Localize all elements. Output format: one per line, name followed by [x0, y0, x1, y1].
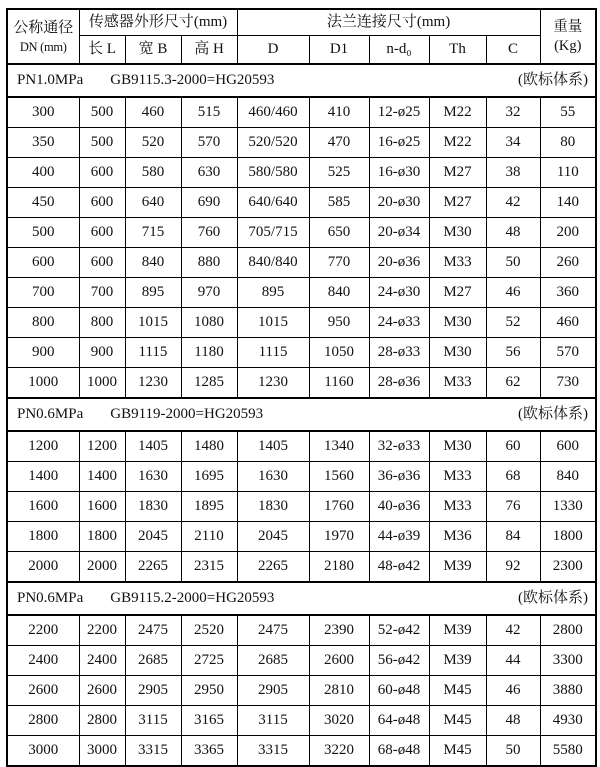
table-cell: 2400	[79, 646, 125, 676]
section-pressure-rating: PN0.6MPa	[17, 405, 84, 422]
table-cell: M39	[429, 646, 486, 676]
table-cell: 2400	[7, 646, 79, 676]
section-line	[8, 72, 595, 89]
table-cell: M33	[429, 248, 486, 278]
table-cell: 32	[486, 97, 540, 128]
table-cell: 360	[540, 278, 596, 308]
table-cell: 2300	[540, 552, 596, 583]
table-cell: 28-ø36	[369, 368, 429, 399]
table-cell: 600	[79, 158, 125, 188]
table-cell: 410	[309, 97, 369, 128]
table-cell: 84	[486, 522, 540, 552]
table-cell: 55	[540, 97, 596, 128]
table-cell: 1895	[181, 492, 237, 522]
table-cell: 2600	[309, 646, 369, 676]
table-cell: 2110	[181, 522, 237, 552]
table-cell: 1800	[7, 522, 79, 552]
table-cell: 1330	[540, 492, 596, 522]
table-row	[7, 188, 596, 218]
table-cell: 2000	[7, 552, 79, 583]
table-cell: 2950	[181, 676, 237, 706]
table-cell: 2315	[181, 552, 237, 583]
table-cell: 570	[181, 128, 237, 158]
header-width-b: 宽 B	[125, 36, 181, 65]
dimension-spec-table	[6, 8, 597, 767]
table-cell: 28-ø33	[369, 338, 429, 368]
header-weight-cn: 重量	[553, 18, 583, 35]
table-cell: 350	[7, 128, 79, 158]
table-cell: 2475	[237, 615, 309, 646]
table-cell: M45	[429, 706, 486, 736]
table-cell: 64-ø48	[369, 706, 429, 736]
section-standard-code: GB9119-2000=HG20593	[110, 405, 264, 422]
table-cell: 3220	[309, 736, 369, 767]
table-cell: 50	[486, 248, 540, 278]
table-cell: 630	[181, 158, 237, 188]
table-cell: M30	[429, 308, 486, 338]
table-row	[7, 492, 596, 522]
table-cell: 3020	[309, 706, 369, 736]
header-d1: D1	[309, 36, 369, 65]
table-cell: 3300	[540, 646, 596, 676]
table-cell: 950	[309, 308, 369, 338]
table-cell: 1115	[237, 338, 309, 368]
table-cell: 840	[125, 248, 181, 278]
header-th: Th	[429, 36, 486, 65]
table-cell: 1015	[237, 308, 309, 338]
table-cell: 2000	[79, 552, 125, 583]
table-cell: M39	[429, 615, 486, 646]
table-cell: 38	[486, 158, 540, 188]
table-row	[7, 278, 596, 308]
header-group-flange-dimensions: 法兰连接尺寸(mm)	[237, 9, 540, 36]
table-cell: 2600	[79, 676, 125, 706]
table-cell: 2725	[181, 646, 237, 676]
table-cell: 715	[125, 218, 181, 248]
table-cell: 650	[309, 218, 369, 248]
table-cell: 600	[540, 431, 596, 462]
table-cell: 730	[540, 368, 596, 399]
table-cell: 2265	[237, 552, 309, 583]
table-cell: 2475	[125, 615, 181, 646]
header-group-sensor-dimensions: 传感器外形尺寸(mm)	[79, 9, 237, 36]
table-row	[7, 431, 596, 462]
header-weight-unit: (Kg)	[554, 37, 582, 54]
table-cell: 1340	[309, 431, 369, 462]
table-cell: 2905	[237, 676, 309, 706]
table-cell: 900	[79, 338, 125, 368]
table-cell: 460	[125, 97, 181, 128]
table-cell: 80	[540, 128, 596, 158]
table-cell: 68-ø48	[369, 736, 429, 767]
table-cell: 460/460	[237, 97, 309, 128]
table-cell: 2390	[309, 615, 369, 646]
section-header-cell	[7, 582, 596, 615]
table-cell: 200	[540, 218, 596, 248]
table-cell: 1760	[309, 492, 369, 522]
table-cell: 62	[486, 368, 540, 399]
table-row	[7, 128, 596, 158]
table-cell: 2800	[540, 615, 596, 646]
table-cell: 44	[486, 646, 540, 676]
table-cell: 110	[540, 158, 596, 188]
table-cell: 1230	[125, 368, 181, 399]
table-cell: M30	[429, 218, 486, 248]
table-cell: 500	[79, 97, 125, 128]
table-cell: 20-ø30	[369, 188, 429, 218]
table-cell: M22	[429, 97, 486, 128]
table-cell: 52	[486, 308, 540, 338]
table-cell: 1695	[181, 462, 237, 492]
table-cell: 60-ø48	[369, 676, 429, 706]
table-cell: 700	[7, 278, 79, 308]
table-row	[7, 706, 596, 736]
table-row	[7, 615, 596, 646]
table-cell: 20-ø34	[369, 218, 429, 248]
table-cell: 2600	[7, 676, 79, 706]
table-cell: 1405	[125, 431, 181, 462]
table-cell: M30	[429, 338, 486, 368]
table-cell: M45	[429, 676, 486, 706]
table-cell: 840/840	[237, 248, 309, 278]
section-line	[8, 590, 595, 607]
table-cell: 4930	[540, 706, 596, 736]
header-weight	[540, 9, 596, 64]
table-cell: 50	[486, 736, 540, 767]
table-cell: 500	[79, 128, 125, 158]
table-cell: 640/640	[237, 188, 309, 218]
table-cell: 470	[309, 128, 369, 158]
table-cell: 1400	[79, 462, 125, 492]
table-cell: 600	[79, 218, 125, 248]
table-cell: 300	[7, 97, 79, 128]
section-note: (欧标体系)	[518, 71, 589, 88]
table-row	[7, 368, 596, 399]
table-cell: M33	[429, 492, 486, 522]
table-cell: 1285	[181, 368, 237, 399]
table-cell: 895	[237, 278, 309, 308]
table-cell: 520/520	[237, 128, 309, 158]
table-cell: 3000	[7, 736, 79, 767]
table-row	[7, 218, 596, 248]
table-cell: 500	[7, 218, 79, 248]
table-cell: 760	[181, 218, 237, 248]
table-cell: M45	[429, 736, 486, 767]
table-cell: 705/715	[237, 218, 309, 248]
table-cell: 3365	[181, 736, 237, 767]
table-cell: 140	[540, 188, 596, 218]
table-cell: 1405	[237, 431, 309, 462]
table-row	[7, 646, 596, 676]
table-cell: M27	[429, 158, 486, 188]
table-cell: 42	[486, 615, 540, 646]
table-cell: 1630	[125, 462, 181, 492]
table-cell: 3315	[237, 736, 309, 767]
table-row	[7, 158, 596, 188]
table-cell: 1115	[125, 338, 181, 368]
table-cell: 2810	[309, 676, 369, 706]
table-cell: 2685	[125, 646, 181, 676]
table-cell: 970	[181, 278, 237, 308]
table-cell: 1160	[309, 368, 369, 399]
table-cell: 60	[486, 431, 540, 462]
table-cell: 2685	[237, 646, 309, 676]
section-note: (欧标体系)	[518, 589, 589, 606]
table-cell: 2200	[79, 615, 125, 646]
table-cell: 1560	[309, 462, 369, 492]
table-cell: 2045	[125, 522, 181, 552]
table-cell: 1080	[181, 308, 237, 338]
table-cell: 2800	[7, 706, 79, 736]
table-cell: 76	[486, 492, 540, 522]
table-cell: M39	[429, 552, 486, 583]
table-body	[7, 64, 596, 766]
table-cell: 46	[486, 676, 540, 706]
table-cell: M30	[429, 431, 486, 462]
section-line	[8, 406, 595, 423]
header-n-d0: n-d₀	[369, 36, 429, 65]
table-cell: 1200	[79, 431, 125, 462]
table-cell: 48-ø42	[369, 552, 429, 583]
section-standard-code: GB9115.3-2000=HG20593	[110, 71, 275, 88]
table-cell: 2800	[79, 706, 125, 736]
table-row	[7, 338, 596, 368]
table-cell: 20-ø36	[369, 248, 429, 278]
table-cell: 1400	[7, 462, 79, 492]
table-cell: 640	[125, 188, 181, 218]
table-cell: 525	[309, 158, 369, 188]
section-standard-code: GB9115.2-2000=HG20593	[110, 589, 275, 606]
table-cell: 3000	[79, 736, 125, 767]
table-cell: 840	[309, 278, 369, 308]
header-nominal-diameter	[7, 9, 79, 64]
table-cell: 1000	[7, 368, 79, 399]
table-cell: 48	[486, 706, 540, 736]
table-row	[7, 736, 596, 767]
table-cell: 895	[125, 278, 181, 308]
table-cell: 1830	[237, 492, 309, 522]
table-cell: 34	[486, 128, 540, 158]
table-cell: 56	[486, 338, 540, 368]
section-header-row	[7, 64, 596, 97]
table-cell: 2200	[7, 615, 79, 646]
table-cell: 700	[79, 278, 125, 308]
table-cell: 450	[7, 188, 79, 218]
table-cell: 600	[7, 248, 79, 278]
table-cell: M22	[429, 128, 486, 158]
table-cell: 1800	[79, 522, 125, 552]
table-cell: 460	[540, 308, 596, 338]
table-cell: 44-ø39	[369, 522, 429, 552]
section-header-row	[7, 398, 596, 431]
table-cell: 800	[7, 308, 79, 338]
table-cell: 1600	[7, 492, 79, 522]
table-cell: 16-ø30	[369, 158, 429, 188]
header-height-h: 高 H	[181, 36, 237, 65]
table-cell: 600	[79, 248, 125, 278]
table-cell: 46	[486, 278, 540, 308]
table-cell: 40-ø36	[369, 492, 429, 522]
table-cell: 92	[486, 552, 540, 583]
table-cell: 2905	[125, 676, 181, 706]
table-cell: 1600	[79, 492, 125, 522]
header-d: D	[237, 36, 309, 65]
table-row	[7, 552, 596, 583]
section-pressure-rating: PN1.0MPa	[17, 71, 84, 88]
table-cell: 32-ø33	[369, 431, 429, 462]
table-cell: 585	[309, 188, 369, 218]
table-cell: 24-ø30	[369, 278, 429, 308]
table-cell: 2265	[125, 552, 181, 583]
table-cell: 2180	[309, 552, 369, 583]
table-row	[7, 248, 596, 278]
header-nominal-diameter-cn: 公称通径	[13, 19, 74, 36]
table-cell: 2520	[181, 615, 237, 646]
header-row-subcolumns	[7, 36, 596, 65]
table-cell: 1830	[125, 492, 181, 522]
table-cell: 1480	[181, 431, 237, 462]
table-cell: M36	[429, 522, 486, 552]
table-cell: 880	[181, 248, 237, 278]
table-cell: 570	[540, 338, 596, 368]
section-header-cell	[7, 398, 596, 431]
table-cell: 5580	[540, 736, 596, 767]
table-cell: M27	[429, 278, 486, 308]
table-cell: 3115	[237, 706, 309, 736]
table-cell: 1000	[79, 368, 125, 399]
table-cell: M33	[429, 462, 486, 492]
section-pressure-rating: PN0.6MPa	[17, 589, 84, 606]
table-cell: 840	[540, 462, 596, 492]
table-cell: 600	[79, 188, 125, 218]
table-cell: 260	[540, 248, 596, 278]
table-cell: M27	[429, 188, 486, 218]
table-cell: 24-ø33	[369, 308, 429, 338]
header-row-groups	[7, 9, 596, 36]
table-cell: 515	[181, 97, 237, 128]
table-cell: 520	[125, 128, 181, 158]
table-cell: 56-ø42	[369, 646, 429, 676]
table-cell: 2045	[237, 522, 309, 552]
header-nominal-diameter-unit: DN (mm)	[19, 39, 67, 54]
table-cell: 1970	[309, 522, 369, 552]
table-row	[7, 676, 596, 706]
table-row	[7, 522, 596, 552]
table-cell: 1230	[237, 368, 309, 399]
table-cell: 68	[486, 462, 540, 492]
table-cell: 1630	[237, 462, 309, 492]
table-row	[7, 308, 596, 338]
header-length-l: 长 L	[79, 36, 125, 65]
table-cell: 3880	[540, 676, 596, 706]
table-cell: 12-ø25	[369, 97, 429, 128]
table-cell: 52-ø42	[369, 615, 429, 646]
table-row	[7, 462, 596, 492]
table-cell: 36-ø36	[369, 462, 429, 492]
table-cell: 690	[181, 188, 237, 218]
table-cell: 400	[7, 158, 79, 188]
header-c: C	[486, 36, 540, 65]
table-cell: 1180	[181, 338, 237, 368]
table-cell: 1800	[540, 522, 596, 552]
table-cell: 3115	[125, 706, 181, 736]
table-cell: M33	[429, 368, 486, 399]
table-cell: 1200	[7, 431, 79, 462]
table-cell: 1050	[309, 338, 369, 368]
table-cell: 3315	[125, 736, 181, 767]
section-header-row	[7, 582, 596, 615]
table-cell: 580	[125, 158, 181, 188]
table-cell: 1015	[125, 308, 181, 338]
table-cell: 770	[309, 248, 369, 278]
section-note: (欧标体系)	[518, 405, 589, 422]
table-cell: 3165	[181, 706, 237, 736]
table-cell: 800	[79, 308, 125, 338]
table-cell: 580/580	[237, 158, 309, 188]
table-cell: 48	[486, 218, 540, 248]
table-row	[7, 97, 596, 128]
table-cell: 900	[7, 338, 79, 368]
table-cell: 42	[486, 188, 540, 218]
section-header-cell	[7, 64, 596, 97]
table-cell: 16-ø25	[369, 128, 429, 158]
